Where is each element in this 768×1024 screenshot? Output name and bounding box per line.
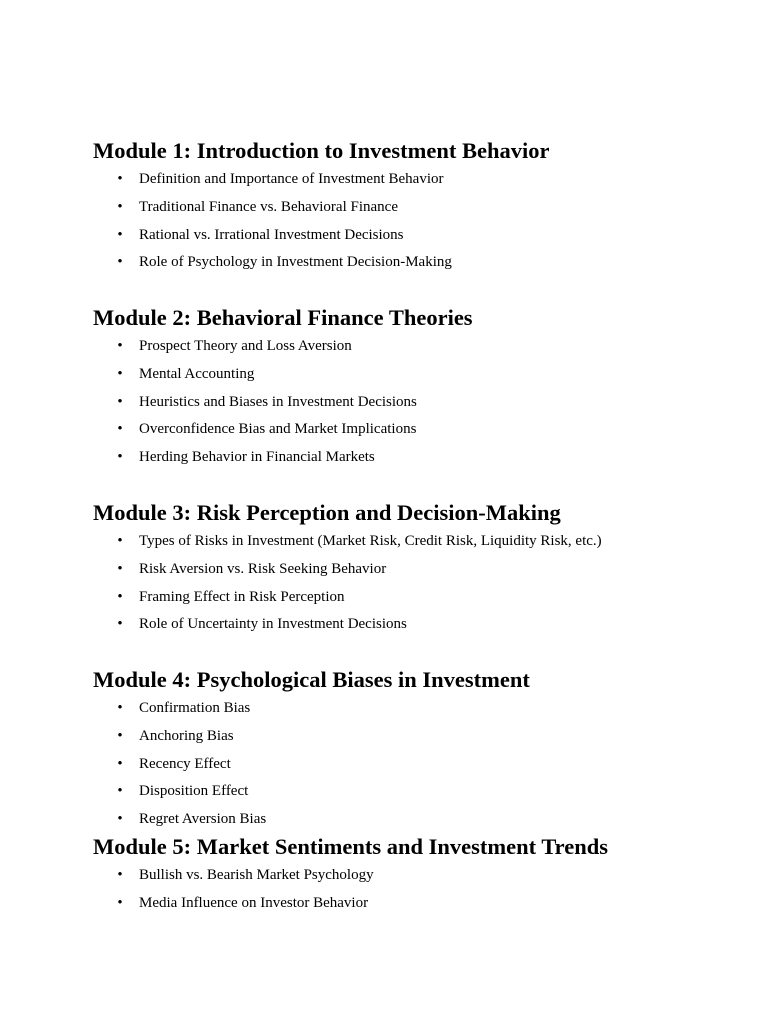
bullet-icon: •	[117, 254, 123, 271]
bullet-icon: •	[117, 894, 123, 911]
list-item	[93, 226, 713, 244]
list-item-text: Rational vs. Irrational Investment Decisions	[139, 226, 404, 243]
module-5	[93, 834, 713, 912]
list-item	[93, 198, 713, 216]
list-item-text: Bullish vs. Bearish Market Psychology	[139, 867, 374, 883]
list-item-text: Anchoring Bias	[139, 727, 234, 744]
list-item	[93, 532, 713, 550]
module-3	[93, 500, 713, 633]
module-item-list	[93, 170, 713, 271]
bullet-icon: •	[117, 616, 123, 633]
list-item	[93, 894, 713, 912]
bullet-icon: •	[117, 393, 123, 410]
list-item-text: Mental Accounting	[139, 365, 255, 382]
module-title: Module 1: Introduction to Investment Behavior	[93, 138, 550, 163]
bullet-icon: •	[117, 783, 123, 800]
list-item	[93, 337, 713, 355]
bullet-icon: •	[117, 226, 123, 243]
bullet-icon: •	[117, 811, 123, 828]
list-item	[93, 699, 713, 717]
list-item-text: Disposition Effect	[139, 783, 249, 800]
list-item-text: Risk Aversion vs. Risk Seeking Behavior	[139, 560, 387, 577]
list-item	[93, 588, 713, 606]
bullet-icon: •	[117, 449, 123, 466]
bullet-icon: •	[117, 198, 123, 215]
list-item	[93, 810, 713, 828]
bullet-icon: •	[117, 365, 123, 382]
list-item	[93, 755, 713, 773]
list-item	[93, 615, 713, 633]
bullet-icon: •	[117, 560, 123, 577]
list-item-text: Media Influence on Investor Behavior	[139, 894, 369, 911]
list-item	[93, 866, 713, 884]
list-item-text: Herding Behavior in Financial Markets	[139, 449, 375, 466]
module-item-list	[93, 866, 713, 912]
module-1	[93, 138, 713, 271]
list-item	[93, 727, 713, 745]
list-item	[93, 448, 713, 466]
bullet-icon: •	[117, 755, 123, 772]
list-item-text: Definition and Importance of Investment Behavior	[139, 171, 444, 187]
list-item	[93, 253, 713, 271]
list-item	[93, 393, 713, 411]
list-item-text: Types of Risks in Investment (Market Risk, Credit Risk, Liquidity Risk, etc.)	[139, 533, 602, 549]
list-item-text: Overconfidence Bias and Market Implications	[139, 421, 417, 438]
list-item-text: Role of Uncertainty in Investment Decisions	[139, 616, 407, 633]
module-4	[93, 667, 713, 828]
module-title: Module 3: Risk Perception and Decision-Making	[93, 500, 561, 525]
module-title: Module 5: Market Sentiments and Investment Trends	[93, 834, 609, 859]
bullet-icon: •	[117, 700, 123, 716]
bullet-icon: •	[117, 727, 123, 744]
module-item-list	[93, 337, 713, 466]
list-item-text: Confirmation Bias	[139, 700, 251, 716]
list-item-text: Role of Psychology in Investment Decision-Making	[139, 254, 452, 271]
bullet-icon: •	[117, 867, 123, 883]
list-item	[93, 560, 713, 578]
module-title: Module 4: Psychological Biases in Investment	[93, 667, 530, 692]
module-item-list	[93, 532, 713, 633]
list-item	[93, 170, 713, 188]
list-item-text: Heuristics and Biases in Investment Decisions	[139, 393, 417, 410]
list-item	[93, 365, 713, 383]
module-2	[93, 305, 713, 466]
list-item-text: Regret Aversion Bias	[139, 811, 267, 828]
bullet-icon: •	[117, 338, 123, 354]
module-item-list	[93, 699, 713, 828]
bullet-icon: •	[117, 533, 123, 549]
bullet-icon: •	[117, 588, 123, 605]
list-item-text: Prospect Theory and Loss Aversion	[139, 338, 352, 354]
list-item	[93, 420, 713, 438]
module-title: Module 2: Behavioral Finance Theories	[93, 305, 473, 330]
bullet-icon: •	[117, 421, 123, 438]
bullet-icon: •	[117, 171, 123, 187]
list-item	[93, 782, 713, 800]
list-item-text: Framing Effect in Risk Perception	[139, 588, 345, 605]
list-item-text: Recency Effect	[139, 755, 231, 772]
list-item-text: Traditional Finance vs. Behavioral Finance	[139, 198, 398, 215]
